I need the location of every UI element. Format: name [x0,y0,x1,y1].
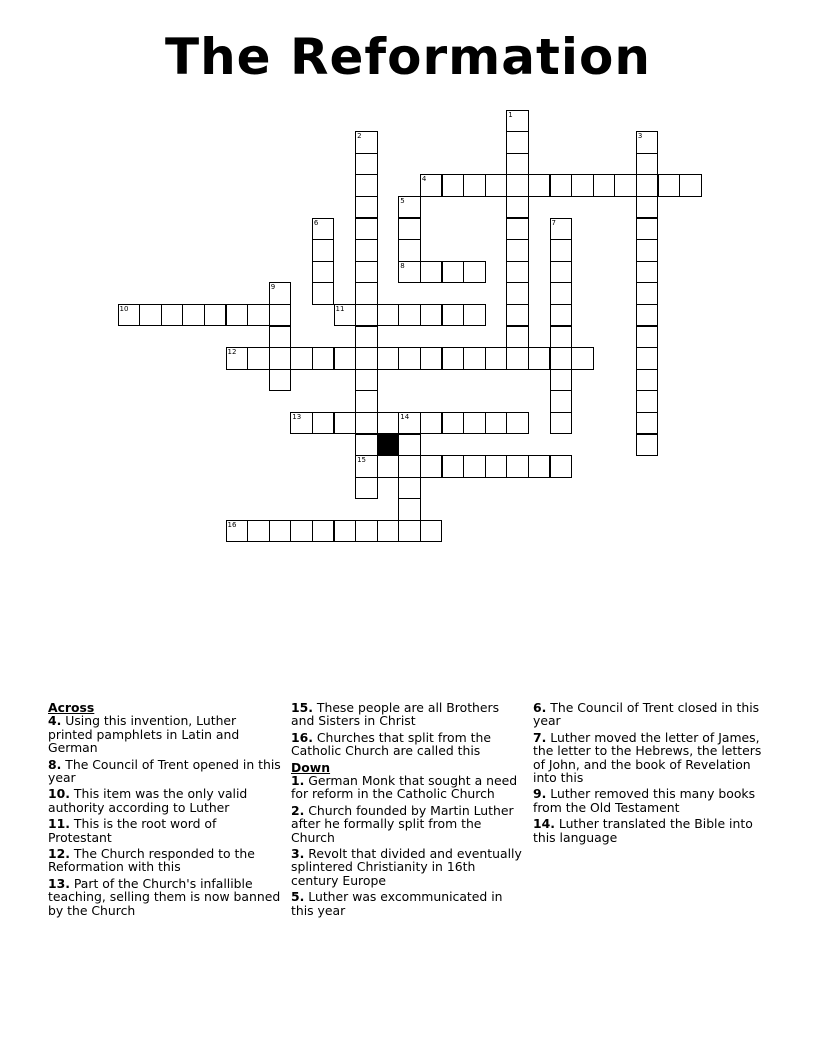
grid-cell[interactable] [355,434,378,457]
grid-cell[interactable] [398,304,421,327]
grid-cell[interactable] [334,520,357,543]
clue-number: 4. [48,713,62,729]
grid-cell[interactable] [550,174,573,197]
grid-cell[interactable] [420,412,443,435]
clue [291,701,525,728]
grid-cell[interactable] [226,347,249,370]
grid-cell[interactable] [550,369,573,392]
clue-text: The Council of Trent opened in this year [48,756,281,786]
grid-cell[interactable] [485,347,508,370]
clue-number: 13 [292,412,302,421]
grid-cell[interactable] [528,174,551,197]
grid-cell[interactable] [269,326,292,349]
grid-cell[interactable] [355,455,378,478]
grid-cell[interactable] [398,347,421,370]
grid-cell[interactable] [506,347,529,370]
grid-cell[interactable] [269,282,292,305]
clue [533,701,767,728]
clues-column-1 [48,701,284,920]
clue-number: 9. [533,786,547,802]
grid-cell[interactable] [355,153,378,176]
grid-cell[interactable] [442,347,465,370]
grid-cell[interactable] [636,326,659,349]
clues-column-2 [291,701,525,920]
grid-cell[interactable] [312,239,335,262]
grid-cell[interactable] [506,196,529,219]
clue-number: 2. [291,802,305,818]
clue [291,890,525,917]
clue-number: 5. [291,889,305,905]
grid-cell[interactable] [377,412,400,435]
grid-cell[interactable] [506,239,529,262]
grid-cell[interactable] [506,153,529,176]
grid-cell[interactable] [420,347,443,370]
clue-number: 9 [270,283,276,292]
clue-number: 10. [48,786,70,802]
grid-cell[interactable] [118,304,141,327]
grid-cell[interactable] [355,282,378,305]
grid-cell[interactable] [636,261,659,284]
clue-number: 12. [48,846,70,862]
grid-cell[interactable] [312,347,335,370]
grid-cell[interactable] [442,174,465,197]
grid-cell[interactable] [420,520,443,543]
grid-cell[interactable] [463,455,486,478]
grid-cell[interactable] [636,282,659,305]
clue-text: Luther was excommunicated in this year [291,889,503,918]
grid-cell[interactable] [312,218,335,241]
grid-cell[interactable] [506,412,529,435]
grid-cell[interactable] [290,347,313,370]
grid-cell[interactable] [679,174,702,197]
grid-cell[interactable] [528,347,551,370]
grid-cell[interactable] [398,261,421,284]
grid-cell[interactable] [355,326,378,349]
clue-number: 16. [291,729,313,745]
clue [533,731,767,785]
grid-cell[interactable] [463,347,486,370]
clue-number: 11 [335,304,345,313]
clue-text: This item was the only valid authority according to Luther [48,786,248,815]
grid-cell[interactable] [355,239,378,262]
grid-cell[interactable] [550,239,573,262]
grid-cell[interactable] [550,218,573,241]
clue-number: 7 [551,218,556,227]
grid-cell[interactable] [442,304,465,327]
grid-cell[interactable] [247,347,270,370]
clue-number: 1 [508,110,513,119]
grid-cell[interactable] [355,347,378,370]
clue-text: Revolt that divided and eventually splintered Christianity in 16th century Europe [291,846,522,888]
grid-cell[interactable] [247,304,270,327]
grid-cell[interactable] [161,304,184,327]
grid-cell[interactable] [398,455,421,478]
grid-cell[interactable] [269,347,292,370]
clue-number: 6. [533,700,547,715]
grid-cell[interactable] [355,369,378,392]
grid-cell[interactable] [355,520,378,543]
clue [48,847,284,874]
grid-cell[interactable] [463,174,486,197]
clue [291,847,525,887]
clue-text: Luther translated the Bible into this language [533,816,753,845]
clue-number: 8 [400,261,405,270]
clue-text: Luther removed this many books from the Old Testament [533,786,756,815]
clue-number: 7. [533,729,547,745]
clue-number: 13. [48,875,70,891]
grid-cell[interactable] [506,282,529,305]
grid-cell[interactable] [636,347,659,370]
grid-cell[interactable] [636,369,659,392]
grid-cell[interactable] [550,304,573,327]
clue-text: Part of the Church's infallible teaching, selling them is now banned by the Church [48,875,281,918]
grid-cell[interactable] [571,347,594,370]
grid-cell[interactable] [420,261,443,284]
grid-cell[interactable] [463,304,486,327]
clue-number: 16 [227,520,237,529]
grid-cell[interactable] [247,520,270,543]
grid-cell[interactable] [334,412,357,435]
blocked-cell [377,434,400,457]
page-title: The Reformation [164,28,652,86]
clue-text: Churches that split from the Catholic Church are called this [291,729,491,759]
grid-cell[interactable] [312,261,335,284]
grid-cell[interactable] [506,218,529,241]
clue-text: This is the root word of Protestant [48,816,217,845]
clue-number: 15 [357,456,367,465]
grid-cell[interactable] [636,131,659,154]
clue-number: 3 [637,132,643,141]
grid-cell[interactable] [485,174,508,197]
grid-cell[interactable] [269,304,292,327]
grid-cell[interactable] [506,110,529,133]
clue-number: 5 [400,196,405,205]
clue [48,714,284,754]
grid-cell[interactable] [420,174,443,197]
across-heading: Across [48,700,95,715]
grid-cell[interactable] [398,498,421,521]
grid-cell[interactable] [355,261,378,284]
grid-cell[interactable] [528,455,551,478]
clue [48,877,284,917]
clue-number: 12 [227,348,237,357]
grid-cell[interactable] [377,347,400,370]
grid-cell[interactable] [506,304,529,327]
clue-number: 10 [119,304,129,313]
clue [533,787,767,814]
grid-cell[interactable] [550,390,573,413]
grid-cell[interactable] [355,412,378,435]
clue-text: German Monk that sought a need for reform in the Catholic Church [291,773,518,802]
grid-cell[interactable] [636,153,659,176]
grid-cell[interactable] [442,455,465,478]
grid-cell[interactable] [398,239,421,262]
grid-cell[interactable] [398,412,421,435]
grid-cell[interactable] [636,390,659,413]
grid-cell[interactable] [398,196,421,219]
grid-cell[interactable] [636,239,659,262]
grid-cell[interactable] [139,304,162,327]
clue-number: 8. [48,756,62,772]
grid-cell[interactable] [636,174,659,197]
grid-cell[interactable] [550,412,573,435]
grid-cell[interactable] [571,174,594,197]
clue [48,758,284,785]
grid-cell[interactable] [550,347,573,370]
grid-cell[interactable] [550,326,573,349]
clue [291,774,525,801]
grid-cell[interactable] [355,218,378,241]
grid-cell[interactable] [506,326,529,349]
grid-cell[interactable] [355,131,378,154]
grid-cell[interactable] [269,520,292,543]
clue-text: Luther moved the letter of James, the letter to the Hebrews, the letters of John, and the book of Revelation into this [533,729,762,786]
grid-cell[interactable] [485,412,508,435]
grid-cell[interactable] [290,520,313,543]
clue-number: 14. [533,816,555,832]
grid-cell[interactable] [226,304,249,327]
grid-cell[interactable] [290,412,313,435]
grid-cell[interactable] [398,218,421,241]
grid-cell[interactable] [636,434,659,457]
grid-cell[interactable] [636,218,659,241]
grid-cell[interactable] [269,369,292,392]
grid-cell[interactable] [312,282,335,305]
grid-cell[interactable] [550,282,573,305]
grid-cell[interactable] [312,520,335,543]
grid-cell[interactable] [182,304,205,327]
clue-text: Church founded by Martin Luther after he formally split from the Church [291,802,514,845]
grid-cell[interactable] [355,477,378,500]
grid-cell[interactable] [550,455,573,478]
clue-number: 4 [421,175,427,184]
grid-cell[interactable] [355,390,378,413]
clue [533,817,767,844]
grid-cell[interactable] [614,174,637,197]
grid-cell[interactable] [204,304,227,327]
clues-column-3 [533,701,767,847]
grid-cell[interactable] [463,261,486,284]
grid-cell[interactable] [506,131,529,154]
grid-cell[interactable] [442,412,465,435]
grid-cell[interactable] [636,196,659,219]
grid-cell[interactable] [312,412,335,435]
clue-text: Using this invention, Luther printed pamphlets in Latin and German [48,713,240,756]
grid-cell[interactable] [593,174,616,197]
down-heading: Down [291,759,331,775]
clue-text: The Council of Trent closed in this year [533,700,760,729]
grid-cell[interactable] [355,304,378,327]
grid-cell[interactable] [355,174,378,197]
grid-cell[interactable] [463,412,486,435]
clue-number: 14 [400,412,410,421]
grid-cell[interactable] [398,477,421,500]
clue-number: 1. [291,773,305,789]
grid-cell[interactable] [420,455,443,478]
clue [291,731,525,758]
grid-cell[interactable] [377,304,400,327]
clue-number: 15. [291,700,313,715]
grid-cell[interactable] [226,520,249,543]
grid-cell[interactable] [377,455,400,478]
clue-number: 3. [291,846,305,862]
grid-cell[interactable] [334,304,357,327]
clue-text: The Church responded to the Reformation with this [48,846,255,875]
grid-cell[interactable] [398,434,421,457]
grid-cell[interactable] [658,174,681,197]
clue [291,804,525,844]
grid-cell[interactable] [377,520,400,543]
grid-cell[interactable] [550,261,573,284]
clue-text: These people are all Brothers and Sisters in Christ [291,700,500,729]
grid-cell[interactable] [506,174,529,197]
grid-cell[interactable] [485,455,508,478]
grid-cell[interactable] [506,261,529,284]
clue [48,787,284,814]
clue-number: 11. [48,816,70,832]
clue-number: 2 [357,132,362,141]
grid-cell[interactable] [636,304,659,327]
clue-number: 6 [313,218,319,227]
grid-cell[interactable] [506,455,529,478]
clue [48,817,284,844]
grid-cell[interactable] [334,347,357,370]
grid-cell[interactable] [442,261,465,284]
grid-cell[interactable] [636,412,659,435]
grid-cell[interactable] [420,304,443,327]
grid-cell[interactable] [398,520,421,543]
grid-cell[interactable] [355,196,378,219]
